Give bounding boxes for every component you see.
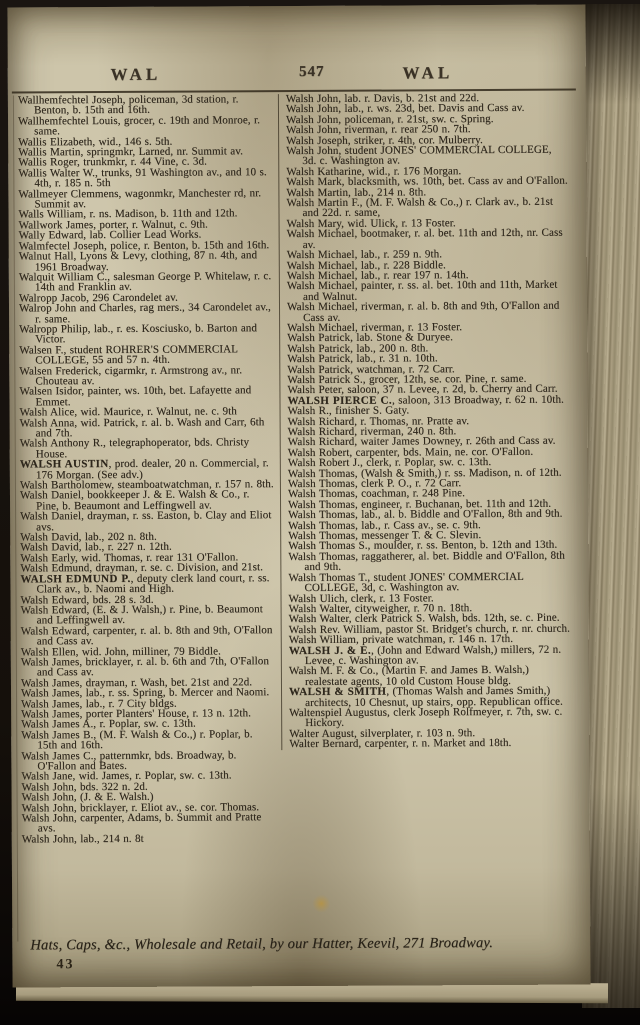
directory-entry: Walsh Mary, wid. Ulick, r. 13 Foster. (286, 217, 456, 230)
directory-entry: Walsh John, policeman, r. 21st, sw. c. Spring. (285, 112, 494, 126)
directory-entry: Walsh Patrick S., grocer, 12th, se. cor. Pine, r. same. (287, 372, 527, 387)
entry-bold-name: WALSH AUSTIN (19, 458, 109, 471)
directory-entry: Walsh Daniel, bookkeeper J. & E. Walsh & Co., r. Pine, b. Beaumont and Leffingwell av. (19, 488, 250, 513)
directory-entry: Walsh Ellen, wid. John, milliner, 79 Biddle. (20, 644, 221, 658)
directory-entry: Walsh David, lab., 202 n. 8th. (20, 530, 157, 544)
directory-entry: Walsh Early, wid. Thomas, r. rear 131 O'Fallon. (20, 551, 239, 565)
entry-bold-name: WALSH & SMITH (288, 685, 387, 699)
directory-entry: Walsh Rev. William, pastor St. Bridget's church, r. nr. church. (288, 622, 570, 636)
directory-entry: Walrop John and Charles, rag mers., 34 Carondelet av., r. same. (18, 301, 271, 325)
directory-entry: Walmfectel Joseph, police, r. Benton, b. 15th and 16th. (18, 238, 270, 253)
directory-entry: Wally Edward, lab. Collier Lead Works. (18, 228, 202, 242)
directory-entry: Walsh Thomas, clerk P. O., r. 72 Carr. (287, 477, 462, 491)
directory-entry: Walsh James A., r. Poplar, sw. c. 13th. (21, 717, 196, 731)
directory-entry: Walsh Ulich, clerk, r. 13 Foster. (288, 591, 434, 605)
directory-entry: Wallhemfechtel Louis, grocer, c. 19th and Monroe, r. same. (18, 114, 261, 138)
directory-entry: Walsh James, lab., r. 7 City bldgs. (21, 697, 177, 711)
directory-entry: Walsh John, riverman, r. rear 250 n. 7th. (286, 123, 471, 137)
page-number: 547 (298, 63, 325, 80)
directory-entry: Walsh John, bds. 322 n. 2d. (21, 780, 148, 794)
directory-entry: Walsh Jane, wid. James, r. Poplar, sw. c. 13th. (21, 769, 232, 783)
directory-entry: Walsh Martin F., (M. F. Walsh & Co.,) r. Clark av., b. 21st and 22d. r. same, (286, 195, 554, 220)
directory-entry: Walsen F., student ROHRER'S COMMERCIAL COLLEGE, 55 and 57 n. 4th. (19, 343, 238, 367)
left-margin-rule (13, 95, 18, 941)
directory-entry: Walsh Walter, cityweigher, r. 70 n. 18th. (288, 602, 473, 615)
directory-entry: Walsh Edmund, drayman, r. se. c. Division, and 21st. (20, 561, 264, 575)
left-column (18, 94, 276, 845)
directory-entry: Wallis Walter W., trunks, 91 Washington av., and 10 s. 4th, r. 185 n. 5th (18, 166, 267, 190)
directory-entry: Walsh James B., (M. F. Walsh & Co.,) r. Poplar, b. 15th and 16th. (21, 728, 253, 752)
directory-entry: Walnut Hall, Lyons & Levy, clothing, 87 n. 4th, and 1961 Broadway. (18, 249, 258, 273)
directory-entry: WALSH J. & E., (John and Edward Walsh,) millers, 72 n. Levee, c. Washington av. (288, 643, 562, 667)
footer-ad-line: Hats, Caps, &c., Wholesale and Retail, by our Hatter, Keevil, 271 Broadway. (30, 934, 494, 954)
directory-entry: Walsh John, lab., r. ws. 23d, bet. Davis and Cass av. (285, 102, 525, 116)
directory-entry: Walsh Patrick, lab., r. 31 n. 10th. (287, 352, 438, 366)
header-right-abbrev: WAL (402, 63, 454, 83)
directory-entry: Walsh Edward, carpenter, r. al. b. 8th and 9th, O'Fallon and Cass av. (20, 623, 273, 648)
directory-entry: Walsh Thomas, raggatherer, al. bet. Biddle and O'Fallon, 8th and 9th. (288, 549, 565, 574)
directory-entry: Walsh Daniel, drayman, r. ss. Easton, b. Clay and Eliot avs. (20, 509, 272, 534)
directory-entry: Walter Bernard, carpenter, r. n. Market and 18th. (289, 737, 512, 751)
directory-entry: Walsh Michael, lab., r. rear 197 n. 14th. (286, 269, 469, 282)
directory-entry: Wallmeyer Clemmens, wagonmkr, Manchester rd, nr. Summit av. (18, 186, 262, 211)
directory-entry: Walsh James C., patternmkr, bds. Broadway, b. O'Fallon and Bates. (21, 748, 237, 773)
signature-number: 43 (56, 957, 75, 973)
directory-entry: Walsh David, lab., r. 227 n. 12th. (20, 541, 172, 554)
entry-bold-name: WALSH EDMUND P. (20, 572, 131, 586)
directory-entry: Walsh William, private watchman, r. 146 n. 17th. (288, 633, 514, 647)
directory-entry: Walsh Richard, riverman, 240 n. 8th. (287, 425, 457, 439)
entry-bold-name: WALSH PIERCE C. (287, 394, 393, 407)
directory-entry: Walsh Alice, wid. Maurice, r. Walnut, ne. c. 9th (19, 405, 237, 419)
directory-entry: Walsh Thomas, coachman, r. 248 Pine. (287, 487, 466, 501)
directory-entry: WALSH & SMITH, (Thomas Walsh and James Smith,) architects, 10 Chesnut, up stairs, opp. Republican office. (288, 684, 563, 709)
directory-entry: Walsh Richard, r. Thomas, nr. Pratte av. (287, 414, 470, 428)
directory-entry: Wallhemfechtel Joseph, policeman, 3d station, r. Benton, b. 15th and 16th. (17, 93, 239, 117)
directory-entry: Walsh Michael, lab., r. 228 Biddle. (286, 258, 446, 272)
directory-entry: WALSH PIERCE C., saloon, 313 Broadway, r. 62 n. 10th. (287, 393, 564, 407)
directory-entry: Walsh R., finisher S. Gaty. (287, 404, 410, 418)
directory-entry: Walsh John, student JONES' COMMERCIAL COLLEGE, 3d. c. Washington av. (286, 143, 552, 168)
directory-entry: Walsh John, bricklayer, r. Eliot av., se. cor. Thomas. (21, 800, 260, 815)
directory-entry: Walsh James, porter Planters' House, r. 13 n. 12th. (21, 707, 252, 721)
directory-entry: Walquit William C., salesman George P. Whitelaw, r. c. 14th and Franklin av. (18, 270, 272, 294)
directory-entry: Walsh Patrick, lab., 200 n. 8th. (287, 342, 429, 355)
directory-entry: WALSH AUSTIN, prod. dealer, 20 n. Commercial, r. 176 Morgan. (See adv.) (19, 457, 269, 482)
header-left-abbrev: WAL (110, 64, 162, 84)
entry-bold-name: WALSH J. & E. (288, 644, 372, 657)
directory-entry: Walsh Robert, carpenter, bds. Main, ne. cor. O'Fallon. (287, 445, 534, 459)
directory-page (7, 4, 590, 987)
directory-entry: Walsh James, drayman, r. Wash, bet. 21st and 22d. (20, 675, 253, 690)
directory-entry: Walsh John, lab. r. Davis, b. 21st and 22d. (285, 92, 480, 106)
directory-entry: Walsh Edward, (E. & J. Walsh,) r. Pine, b. Beaumont and Leffingwell av. (20, 603, 263, 627)
directory-entry: Walsh Michael, painter, r. ss. al. bet. 10th and 11th, Market and Walnut. (286, 278, 558, 303)
directory-entry: Walsh Anthony R., telegraphoperator, bds. Christy House. (19, 436, 250, 461)
directory-entry: Walsh Bartholomew, steamboatwatchman, r. 157 n. 8th. (19, 478, 274, 492)
directory-entry: Walsh Patrick, lab. Stone & Duryee. (287, 331, 454, 345)
directory-entry: Walsh Thomas S., moulder, r. ss. Benton, b. 12th and 13th. (288, 539, 558, 553)
directory-entry: Wallis Roger, trunkmkr, r. 44 Vine, c. 3d. (18, 155, 207, 169)
directory-entry: Walter August, silverplater, r. 103 n. 9th. (289, 726, 476, 740)
directory-entry: Waltenspiel Augustus, clerk Joseph Rolfmeyer, r. 7th, sw. c. Hickory. (289, 705, 563, 730)
directory-entry: Walsh Katharine, wid., r. 176 Morgan. (286, 164, 462, 178)
directory-entry: Walsh Robert J., clerk, r. Poplar, sw. c. 13th. (287, 456, 492, 470)
directory-entry: Walsh Patrick, watchman, r. 72 Carr. (287, 362, 455, 376)
directory-entry: Wallis Martin, springmkr, Larned, nr. Summit av. (18, 145, 244, 159)
directory-entry: Walsh Martin, lab., 214 n. 8th. (286, 185, 427, 199)
directory-entry: Walsh Walter, clerk Patrick S. Walsh, bds. 12th, se. c. Pine. (288, 611, 560, 626)
directory-entry: WALSH EDMUND P., deputy clerk land court, r. ss. Clark av., b. Naomi and High. (20, 571, 270, 596)
directory-entry: Walsh Thomas, lab., r. Cass av., se. c. 9th. (288, 518, 481, 532)
directory-entry: Walsh Mark, blacksmith, ws. 10th, bet. Cass av and O'Fallon. (286, 174, 568, 189)
directory-entry: Walsh Thomas, lab., al. b. Biddle and O'Fallon, 8th and 9th. (288, 507, 563, 522)
directory-entry: Walsh Edward, bds. 28 s. 3d. (20, 593, 154, 606)
directory-entry: Walsh Michael, riverman, r. al. b. 8th and 9th, O'Fallon and Cass av. (286, 299, 560, 324)
directory-entry: Walsh Thomas, engineer, r. Buchanan, bet. 11th and 12th. (288, 497, 552, 511)
directory-entry: Walropp Philip, lab., r. es. Kosciusko, b. Barton and Victor. (19, 322, 258, 346)
directory-entry: Walsh James, lab., r. ss. Spring, b. Mercer and Naomi. (20, 686, 270, 700)
directory-entry: Walsh John, carpenter, Adams, b. Summit and Pratte avs. (21, 811, 262, 835)
book-page-edges (582, 4, 640, 1008)
directory-entry: Walsh John, (J. & E. Walsh.) (21, 790, 154, 804)
right-column (278, 93, 571, 750)
directory-entry: Walsh Michael, bootmaker, r. al. bet. 11th and 12th, nr. Cass av. (286, 226, 563, 251)
directory-entry: Walsh M. F. & Co., (Martin F. and James B. Walsh,) realestate agents, 10 old Custom House bldg. (288, 664, 529, 688)
directory-entry: Walsh James, bricklayer, r. al. b. 6th and 7th, O'Fallon and Cass av. (20, 655, 270, 679)
directory-entry: Walsh Thomas T., student JONES' COMMERCIAL COLLEGE, 3d, c. Washington av. (288, 570, 524, 595)
directory-entry: Walsh Peter, saloon, 37 n. Levee, r. 2d, b. Cherry and Carr. (287, 383, 558, 397)
directory-entry: Walropp Jacob, 296 Carondelet av. (18, 291, 178, 305)
directory-entry: Wallwork James, porter, r. Walnut, c. 9th. (18, 218, 208, 232)
directory-entry: Walsh Thomas, (Walsh & Smith,) r. ss. Madison, n. of 12th. (287, 466, 562, 480)
directory-entry: Walsh Anna, wid. Patrick, r. al. b. Wash and Carr, 6th and 7th. (19, 415, 265, 440)
directory-entry: Wallis Elizabeth, wid., 146 s. 5th. (18, 135, 173, 149)
directory-entry: Walsen Frederick, cigarmkr, r. Armstrong av., nr. Chouteau av. (19, 363, 243, 388)
directory-entry: Walls William, r. ns. Madison, b. 11th and 12th. (18, 207, 238, 221)
directory-entry: Walsh Joseph, striker, r. 4th, cor. Mulberry. (286, 133, 483, 147)
directory-entry: Walsh Richard, waiter James Downey, r. 26th and Cass av. (287, 435, 556, 449)
directory-entry: Walsen Isidor, painter, ws. 10th, bet. Lafayette and Emmet. (19, 384, 252, 409)
directory-entry: Walsh Thomas, messenger T. & C. Slevin. (288, 529, 482, 543)
directory-entry: Walsh Michael, riverman, r. 13 Foster. (287, 321, 463, 334)
directory-entry: Walsh John, lab., 214 n. 8t (21, 832, 144, 846)
directory-entry: Walsh Michael, lab., r. 259 n. 9th. (286, 248, 443, 262)
